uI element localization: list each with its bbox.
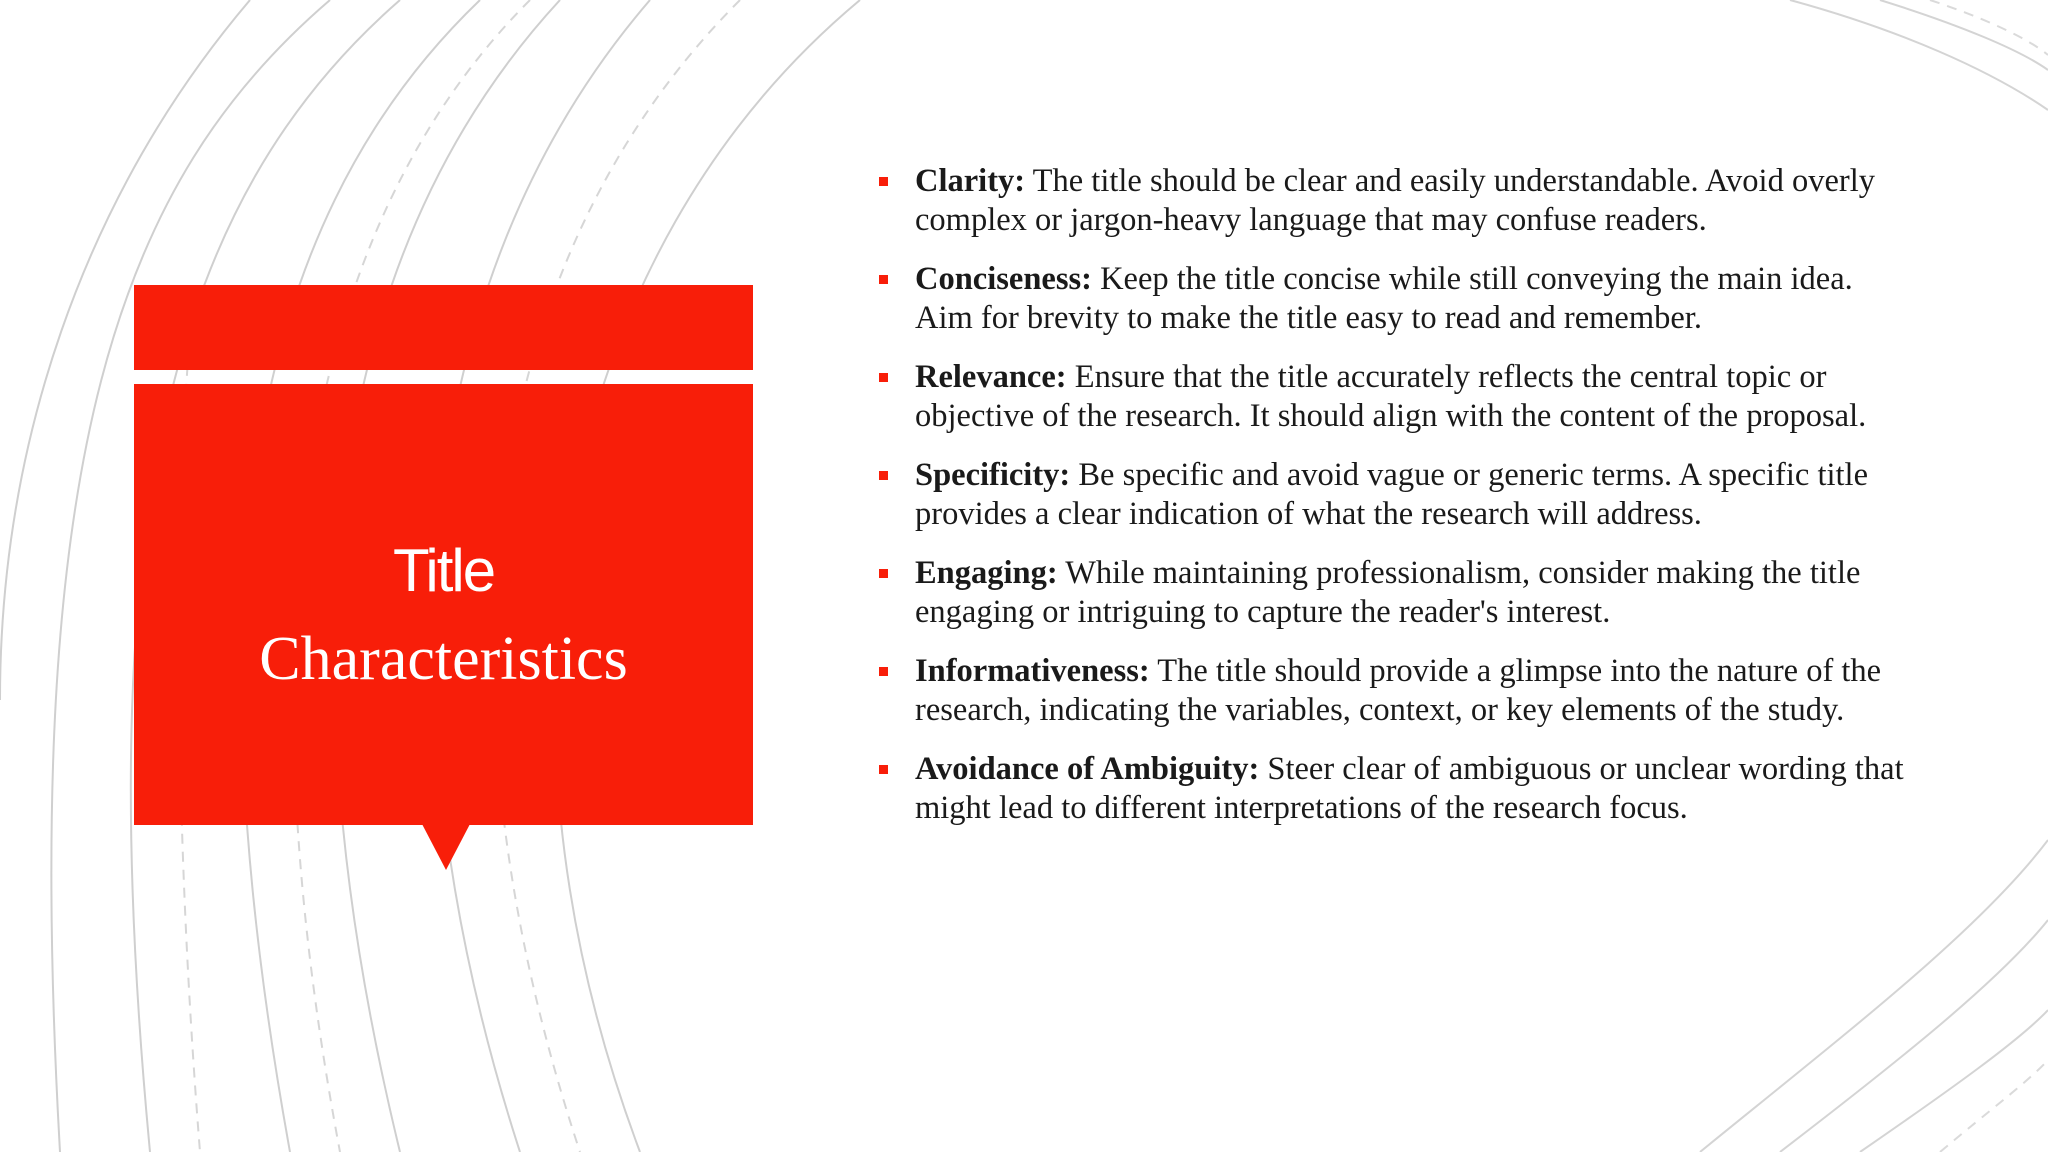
- square-bullet-icon: [879, 373, 888, 382]
- callout-pointer: [422, 824, 470, 870]
- bullet-term: Clarity:: [915, 163, 1026, 199]
- bullet-item: [878, 260, 1908, 338]
- bullet-text: While maintaining professionalism, consider making the title engaging or intriguing to capture the reader's interest.: [915, 555, 1861, 630]
- square-bullet-icon: [879, 471, 888, 480]
- bullet-item: [878, 554, 1908, 632]
- bullet-text: Be specific and avoid vague or generic terms. A specific title provides a clear indication of what the research will address.: [915, 457, 1869, 532]
- bullet-text: Keep the title concise while still conveying the main idea. Aim for brevity to make the title easy to read and remember.: [915, 261, 1853, 336]
- bullet-term: Avoidance of Ambiguity:: [915, 751, 1260, 787]
- title-line-2: Characteristics: [259, 624, 628, 693]
- bullet-term: Specificity:: [915, 457, 1071, 493]
- bullet-item: [878, 750, 1908, 828]
- bullet-term: Conciseness:: [915, 261, 1092, 297]
- bullet-text: The title should be clear and easily understandable. Avoid overly complex or jargon-heavy language that may confuse readers.: [915, 163, 1875, 238]
- bullet-text: Steer clear of ambiguous or unclear wording that might lead to different interpretations of the research focus.: [915, 751, 1904, 826]
- bullet-item: [878, 162, 1908, 240]
- square-bullet-icon: [879, 569, 888, 578]
- bullet-list: [878, 162, 1908, 848]
- bullet-term: Engaging:: [915, 555, 1058, 591]
- bullet-text: The title should provide a glimpse into the nature of the research, indicating the variables, context, or key elements of the study.: [915, 653, 1882, 728]
- title-line-1: Title: [392, 536, 495, 604]
- bullet-term: Relevance:: [915, 359, 1067, 395]
- bullet-item: [878, 652, 1908, 730]
- slide-title: [134, 384, 753, 825]
- square-bullet-icon: [879, 765, 888, 774]
- bullet-item: [878, 456, 1908, 534]
- bullet-text: Ensure that the title accurately reflects the central topic or objective of the research. It should align with the content of the proposal.: [915, 359, 1867, 434]
- header-accent-bar: [134, 285, 753, 370]
- square-bullet-icon: [879, 177, 888, 186]
- bullet-term: Informativeness:: [915, 653, 1150, 689]
- bullet-item: [878, 358, 1908, 436]
- square-bullet-icon: [879, 667, 888, 676]
- square-bullet-icon: [879, 275, 888, 284]
